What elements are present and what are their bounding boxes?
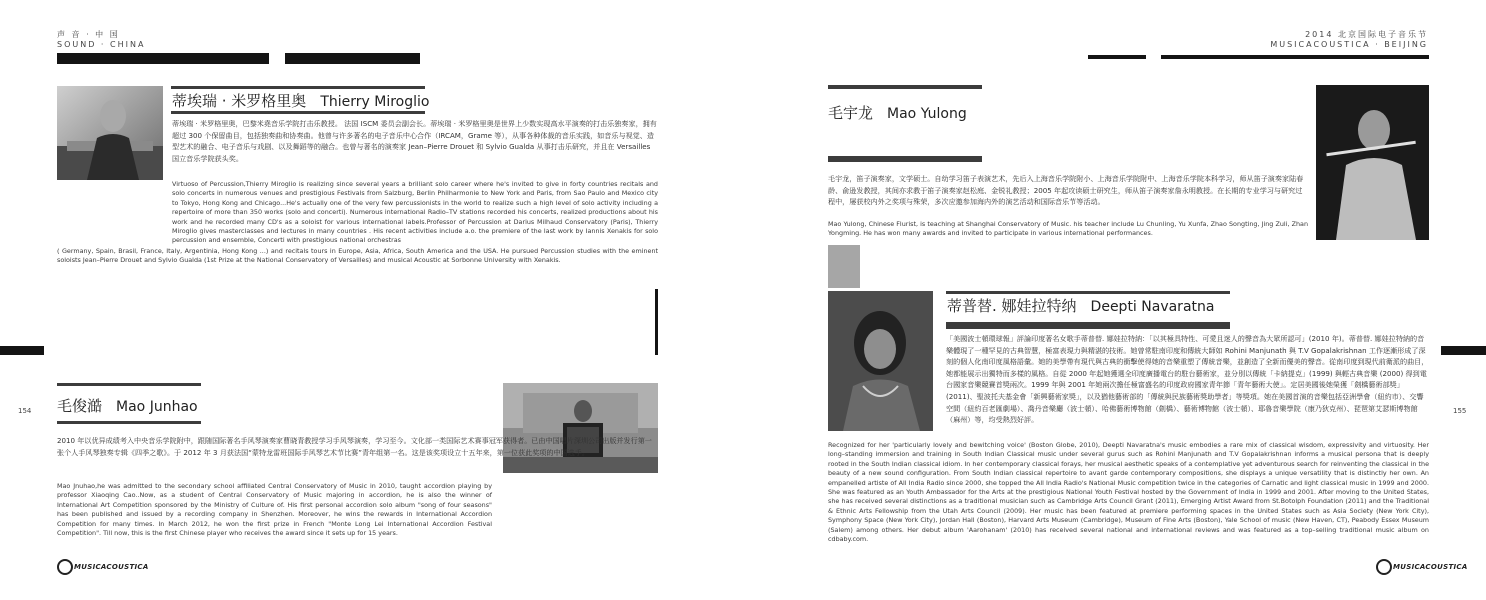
logo-left <box>57 559 149 575</box>
junhao-name-cn: 毛俊澔 <box>57 397 103 415</box>
yulong-photo <box>1316 85 1429 240</box>
junhao-bio-en: Mao Jnuhao,he was admitted to the secondary school affiliated Central Conservatory of Music in 2010, taught accordion playing by professor Xiaoqing Cao..Now, as a student of Central Conservatory of Music majoring in accordion, he is also the winner of International Art Competition sponsored by the Ministry of Culture of. His first personal accordion solo album "song of four seasons" has been published and issued by a recording company in Shenzhen. Moreover, he wins the rewards in International Accordion Competition for many times. In March 2012, he won the first prize in French "Monte Long Lei International Accordion Festival Competition". Till now, this is the first Chinese player who receives the award since it sets up for 15 years. <box>57 482 492 538</box>
deepti-bio-en: Recognized for her 'particularly lovely and bewitching voice' (Boston Globe, 2010), Deepti Navaratna's music embodies a rare mix of classical wisdom, expressivity and virtuosity. Her long–standing immersion and training in South Indian Classical music under several gurus such as Rohini Manjunath and T.V Gopalakrishnan informs a musical persona that is deeply rooted in the South Indian classical idiom. In her contemporary classical forays, her musical aesthetic speaks of a contemplative yet adventurous search for reinventing the classical in the beauty of a new sound configuration. From South Indian classical repertoire to avant garde contemporary compositions, she displays a unique versatility that is distinctly her own. An empanelled artiste of All India Radio since 2000, she topped the All India Radio's National Music competition twice in the categories of Carnatic and light classical music in 1999 and 2000. She was featured as an Youth Ambassador for the Arts at the prestigious National Youth Festival hosted by the Government of India in 1999 and 2001. After moving to the United States, she has received several distinctions as a traditional musician such as Cambridge Arts Council Grant (2011), Emerging Artist Award from St.Botolph Foundation (2011) and the Traditional & Ethnic Arts Fellowship from the Utah Arts Council (2009). Her music has been featured at premiere performing spaces in the United States such as Asia Society (New York City), Symphony Space (New York City), Jordan Hall (Boston), Harvard Arts Museum (Cambridge), Museum of Fine Arts (Boston), Yale School of music (New Haven, CT), Peabody Essex Museum (Salem) among others. Her debut album 'Aarohanam' (2010) has received several national and international reviews and was featured as a top–selling traditional music album on cdbaby.com. <box>828 441 1429 544</box>
yulong-name-bar-top <box>828 85 982 89</box>
header-bar-right-2 <box>1161 55 1429 59</box>
header-bar-right-1 <box>1088 55 1146 59</box>
header-right-cn: 2014 北京国际电子音乐节 <box>1305 30 1428 39</box>
deepti-name-bar-top <box>946 291 1230 294</box>
junhao-name-en: Mao Junhao <box>116 399 198 415</box>
thierry-name-bar-bottom <box>171 111 425 114</box>
thierry-photo <box>57 86 163 180</box>
thierry-name-en: Thierry Miroglio <box>320 94 430 110</box>
vertical-divider <box>655 289 658 355</box>
header-bar-left-2 <box>285 53 420 64</box>
logo-ring-icon <box>1376 559 1392 575</box>
header-right-en: MUSICACOUSTICA · BEIJING <box>1270 40 1428 49</box>
header-left-cn: 声 音 · 中 国 <box>57 30 120 39</box>
deepti-bio-cn: 「美國波士頓環球報」評論印度著名女歌手蒂普替. 娜娃拉特納：「以其極具特性、可愛且迷人的聲音為大眾所認可」(2010 年)。蒂普替. 娜娃拉特納的音樂體現了一種罕見的古典智慧，極富表現力與精湛的技術。她曾常駐南印度和傳統大師如 Rohini Manjunath 與 T.V Gopalakrishnan 工作逐漸形成了深刻的個人化南印度風格語彙。她的美學帶有現代與古典的衝擊使得她的音樂重塑了傳統音樂，並創造了全新而優美的聲音。從南印度到現代前衛派的曲目，她都能展示出獨特而多樣的風格。自從 2000 年起她獲選全印度廣播電台的駐台藝術家，並分別以傳統「卡納提克」(1999) 與輕古典音樂 (2000) 得到電台國家音樂競賽首獎兩次。1999 年與 2001 年她兩次擔任極富盛名的印度政府國家青年節「青年藝術大使」。定居美國後她榮獲「劍橋藝術部獎」(2011)、聖波托夫基金會「新興藝術家獎」，以及猶他藝術部的「傳統與民族藝術獎助學者」等獎項。她在美國首演的音樂包括亞洲學會（紐約市）、交響空間（紐約百老匯劇場）、喬丹音樂廳（波士頓）、哈佛藝術博物館（劍橋）、藝術博物館（波士頓）、耶魯音樂學院（康乃狄克州）、琵琶第艾瑟斯博物館（麻州）等，均受熱烈好評。 <box>946 334 1429 425</box>
thierry-name-cn: 蒂埃瑞 · 米罗格里奥 <box>172 92 307 110</box>
yulong-bio-cn: 毛宇龙，笛子演奏家，文学硕士。自幼学习笛子表演艺术，先后入上海音乐学院附小、上海音乐学院附中、上海音乐学院本科学习，师从笛子演奏家陆春龄、俞逊发教授，其间亦求教于笛子演奏家赵松庭、金锐礼教授；2005 年起攻读硕士研究生，师从笛子演奏家詹永明教授。在长期的专业学习与研究过程中，屡获校内外之奖项与殊荣，多次应邀参加海内外的演艺活动和国际音乐节等活动。 <box>828 174 1304 207</box>
thierry-name-bar-top <box>171 86 425 89</box>
deepti-photo <box>828 291 933 431</box>
header-left <box>57 30 145 50</box>
yulong-name-cn: 毛宇龙 <box>828 104 874 122</box>
header-bar-left-1 <box>57 53 269 64</box>
thierry-bio-en-2: ( Germany, Spain, Brasil, France, Italy, Argentinia, Hong Kong ...) and recitals tours in Europe, Asia, Africa, South America and the USA. He pursued Percussion studies with the eminent soloists Jean–Pierre Drouet and Sylvio Gualda (1st Prize at the National Conservatory of Versailles) and musical Acoustic at Sorbonne University with Xenakis. <box>57 247 658 265</box>
junhao-bio-cn: 2010 年以优异成绩考入中央音乐学院附中，跟随国际著名手风琴演奏家曹晓青教授学习手风琴演奏，学习至今。文化部一类国际艺术赛事冠军获得者。已由中国唱片深圳公司出版并发行第一张个人手风琴独奏专辑《四季之歌》。于 2012 年 3 月获法国“蒙特龙雷班国际手风琴艺术节比赛”青年组第一名。这是该奖项设立十五年来，第一位获此奖项的中国选手。 <box>57 436 652 457</box>
yulong-name-bar-bottom <box>828 156 982 162</box>
gray-square-decor <box>828 245 860 288</box>
junhao-photo <box>503 383 658 473</box>
right-side-bar <box>1441 346 1486 355</box>
yulong-name <box>828 102 967 123</box>
header-left-en: SOUND · CHINA <box>57 40 146 49</box>
deepti-name-en: Deepti Navaratna <box>1090 299 1215 315</box>
page-number-left: 154 <box>18 407 32 415</box>
logo-ring-icon <box>57 559 73 575</box>
thierry-bio-en-1: Virtuoso of Percussion,Thierry Miroglio is realizing since several years a brilliant solo career where he's invited to give in forty countries recitals and solo concerts in numerous venues and prestigious Festivals from Salzburg, Berlin Philharmonie to New York and Paris, from Sao Paulo and Mexico city to Tokyo, Hong Kong and Chicago...He's actually one of the very few percussionists in the world to realize such a high level of solo activity including a repertoire of more than 350 works (solo and concerti). Numerous international Radio–TV stations recorded his concerts, realized productions about his work and he recorded many CD's as a soloist for various international labels.Professor of Percussion at Darius Milhaud Conservatory (Paris), Thierry Miroglio gives masterclasses and lectures in many countries . His recent activities include a.o. the premiere of the last work by Iannis Xenakis for solo percussion and ensemble, Concerti with prestigious national orchestras <box>172 180 658 245</box>
header-right <box>1270 30 1428 50</box>
logo-right-text: MUSICACOUSTICA <box>1393 563 1468 571</box>
thierry-bio-cn: 蒂埃瑞 · 米罗格里奥，巴黎米堯音乐学院打击乐教授。 法国 ISCM 委员会副会长。蒂埃瑞 · 米罗格里奥是世界上少数实现高水平演奏的打击乐独奏家，拥有超过 300 个保留曲目，包括独奏曲和协奏曲。他曾与许多著名的电子音乐中心合作（IRCAM，Grame 等），从事各种体裁的音乐实践，如音乐与视觉、造型艺术的融合、电子音乐与戏剧、以及舞蹈等的融合。也曾与著名的演奏家 Jean–Pierre Drouet 和 Sylvio Gualda 从事打击乐研究，并且在 Versailles 国立音乐学院获头奖。 <box>172 119 657 163</box>
junhao-name-bar-bottom <box>57 421 201 424</box>
yulong-name-en: Mao Yulong <box>887 106 967 122</box>
page-number-right: 155 <box>1453 407 1467 415</box>
deepti-name <box>947 295 1214 316</box>
deepti-name-cn: 蒂普替. 娜娃拉特纳 <box>947 297 1077 315</box>
junhao-name <box>57 395 198 416</box>
logo-left-text: MUSICACOUSTICA <box>74 563 149 571</box>
thierry-name <box>172 90 429 111</box>
left-side-bar <box>0 346 44 355</box>
logo-right <box>1376 559 1468 575</box>
yulong-bio-en: Mao Yulong, Chinese Flurist, is teaching at Shanghai Conservatory of Music. his teacher include Lu Chunling, Yu Xunfa, Zhao Songting, Jing Zuli, Zhan Yongming. He has won many awards and invited to participate in various international performances. <box>828 220 1308 238</box>
junhao-name-bar-top <box>57 383 201 386</box>
deepti-name-bar-bottom <box>946 322 1230 329</box>
